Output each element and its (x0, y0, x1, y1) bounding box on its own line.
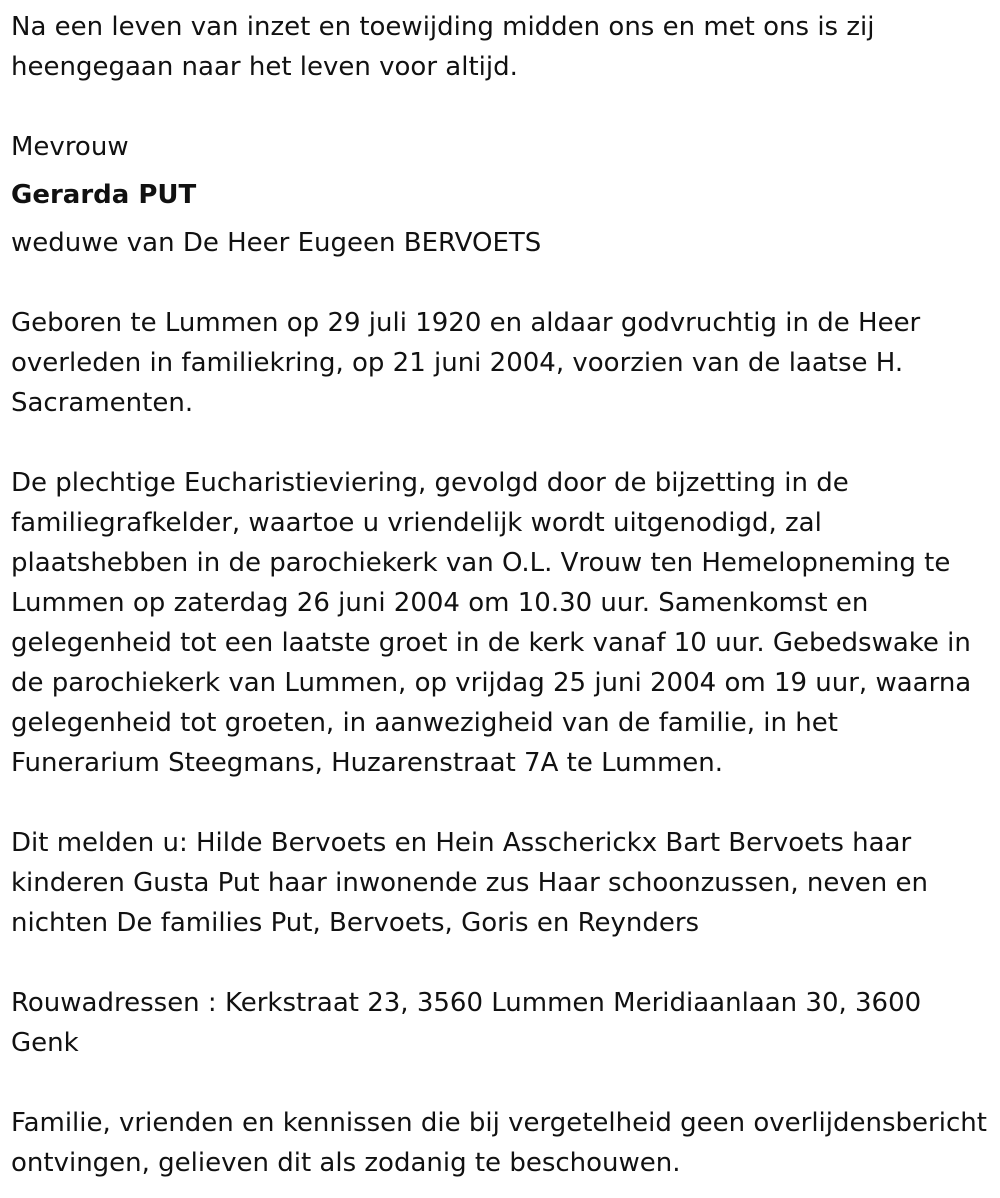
intro-paragraph: Na een leven van inzet en toewijding midden ons en met ons is zij heengegaan naar het leven voor altijd. (11, 12, 875, 82)
ceremony-paragraph: De plechtige Eucharistieviering, gevolgd door de bijzetting in de familiegrafkelder, waartoe u vriendelijk wordt uitgenodigd, zal plaatshebben in de parochiekerk van O.L. Vrouw ten Hemelopneming te Lummen op zaterdag 26 juni 2004 om 10.30 uur. Samenkomst en gelegenheid tot een laatste groet in de kerk vanaf 10 uur. Gebedswake in de parochiekerk van Lummen, op vrijdag 25 juni 2004 om 19 uur, waarna gelegenheid tot groeten, in aanwezigheid van de familie, in het Funerarium Steegmans, Huzarenstraat 7A te Lummen. (11, 468, 972, 778)
spouse-line: weduwe van De Heer Eugeen BERVOETS (11, 228, 542, 258)
honorific-title: Mevrouw (11, 132, 129, 162)
death-notice-document (11, 7, 991, 1183)
closing-paragraph: Familie, vrienden en kennissen die bij vergetelheid geen overlijdensbericht ontvingen, gelieven dit als zodanig te beschouwen. (11, 1108, 987, 1178)
mourning-addresses: Rouwadressen : Kerkstraat 23, 3560 Lummen Meridiaanlaan 30, 3600 Genk (11, 988, 922, 1058)
deceased-name: Gerarda PUT (11, 180, 197, 210)
birth-death-paragraph: Geboren te Lummen op 29 juli 1920 en aldaar godvruchtig in de Heer overleden in familiekring, op 21 juni 2004, voorzien van de laatse H. Sacramenten. (11, 308, 921, 418)
announcers-paragraph: Dit melden u: Hilde Bervoets en Hein Asscherickx Bart Bervoets haar kinderen Gusta Put haar inwonende zus Haar schoonzussen, neven en nichten De families Put, Bervoets, Goris en Reynders (11, 828, 928, 938)
